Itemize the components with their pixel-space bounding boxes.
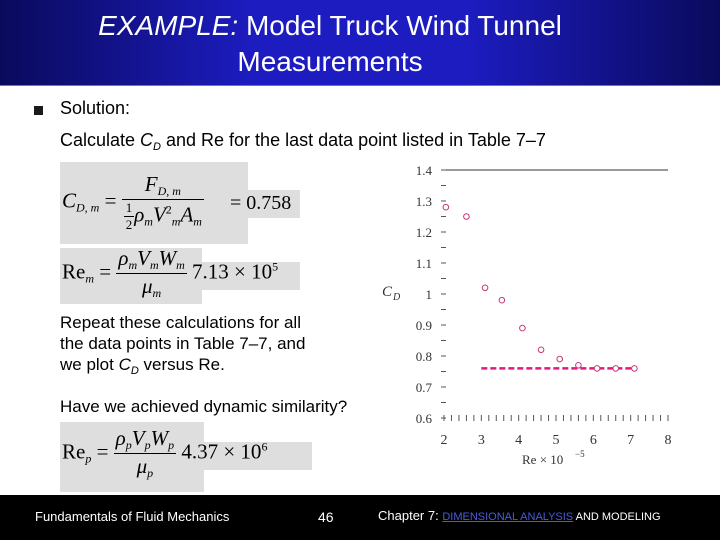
y-axis-label-sub: D: [393, 292, 401, 303]
data-point: [594, 366, 600, 372]
cd-den-v: V: [152, 202, 166, 227]
rep-num-v-sub: p: [144, 438, 151, 452]
footer-chapter-link[interactable]: DIMENSIONAL ANALYSIS: [442, 511, 574, 523]
title-line2: Measurements: [237, 46, 423, 77]
y-tick-label: 1.2: [415, 225, 432, 240]
x-tick-label: 3: [477, 433, 485, 448]
rep-num-rho: ρ: [115, 426, 126, 450]
data-point: [499, 297, 505, 303]
y-tick-label: 1.4: [415, 163, 432, 178]
solution-cd-subscript: D: [153, 141, 161, 153]
data-point: [482, 285, 488, 291]
solution-cd-symbol: C: [140, 130, 154, 150]
rem-numerator: [116, 246, 186, 274]
rep-den-mu-sub: p: [147, 466, 154, 480]
cd-den-rho-sub: m: [144, 214, 153, 229]
repeat-line1: Repeat these calculations for all: [60, 313, 301, 332]
x-axis-label: Re × 10: [522, 452, 564, 467]
cd-vs-re-chart: [372, 152, 682, 472]
rep-lhs-sub: p: [85, 451, 92, 466]
y-tick-label: 0.9: [415, 318, 432, 333]
y-tick-label: 0.8: [415, 349, 432, 364]
x-tick-label: 2: [440, 433, 448, 448]
cd-denominator: [122, 200, 204, 233]
solution-text-b: and Re for the last data point listed in Table 7–7: [161, 130, 546, 150]
dynamic-similarity-question: Have we achieved dynamic similarity?: [60, 397, 348, 416]
title-bar: [0, 0, 720, 86]
y-tick-label: 0.6: [415, 411, 432, 426]
footer-chapter: [378, 508, 661, 523]
y-tick-label: 1: [425, 287, 432, 302]
rem-den-mu-sub: m: [152, 286, 162, 300]
data-point: [443, 204, 449, 210]
prototype-reynolds-expression: Rep = $\frac{\text{ρpVpWp}}{\mu p}$ $4.37 \times 10^6$: [62, 426, 268, 480]
cd-fraction: [122, 172, 204, 233]
repeat-line3: [60, 354, 305, 382]
data-point: [464, 214, 470, 220]
data-point: [576, 363, 582, 369]
cd-half-den: 2: [125, 217, 133, 232]
slide-title: [0, 8, 660, 80]
x-axis-label-exp: −5: [575, 449, 585, 459]
data-point: [557, 356, 563, 362]
bullet-square-icon: [34, 106, 43, 115]
rem-num-v-sub: m: [149, 258, 159, 272]
rep-num-v: V: [131, 426, 145, 450]
data-point: [613, 366, 619, 372]
cd-half-num: 1: [125, 200, 133, 215]
rem-lhs: Re: [62, 259, 86, 284]
cd-numerator: [122, 172, 204, 200]
rem-num-v: V: [137, 246, 150, 270]
y-tick-label: 1.3: [415, 194, 432, 209]
y-axis-label: C: [382, 284, 393, 300]
data-point: [538, 347, 544, 353]
cd-half: [124, 200, 135, 233]
repeat-line3a: we plot: [60, 355, 119, 374]
footer-bar: [0, 495, 720, 540]
repeat-paragraph: [60, 312, 305, 382]
repeat-line3b: versus Re.: [138, 355, 225, 374]
cd-den-rho: ρ: [134, 202, 145, 227]
cd-den-a: A: [180, 202, 194, 227]
rep-numerator: [114, 426, 176, 454]
rem-num-w: W: [158, 246, 177, 270]
rem-num-rho-sub: m: [128, 258, 138, 272]
data-point: [520, 325, 526, 331]
rem-fraction: [116, 246, 186, 301]
repeat-cd-sub: D: [130, 365, 139, 377]
rem-lhs-sub: m: [85, 271, 94, 286]
data-point: [632, 366, 638, 372]
x-tick-label: 8: [664, 433, 672, 448]
rep-result: 4.37 × 10: [181, 439, 262, 464]
title-prefix: EXAMPLE:: [98, 10, 239, 41]
footer-course-title: Fundamentals of Fluid Mechanics: [35, 509, 230, 524]
footer-page-number: 46: [318, 509, 334, 525]
cd-lhs: C: [62, 188, 77, 213]
rem-den-mu: μ: [141, 274, 153, 298]
y-tick-label: 0.7: [415, 380, 432, 395]
title-main: Model Truck Wind Tunnel: [245, 10, 562, 41]
repeat-cd-symbol: C: [118, 355, 131, 374]
rep-denominator: [114, 454, 176, 481]
y-tick-label: 1.1: [415, 256, 432, 271]
repeat-line2: the data points in Table 7–7, and: [60, 334, 306, 353]
rem-num-w-sub: m: [176, 258, 185, 272]
rep-lhs: Re: [62, 439, 86, 464]
rem-result-exp: 5: [272, 259, 279, 274]
solution-label: Solution:: [60, 98, 131, 118]
rep-num-w-sub: p: [168, 438, 175, 452]
cd-den-a-sub: m: [193, 214, 202, 229]
rem-num-rho: ρ: [118, 246, 129, 270]
cd-num-sub: D, m: [157, 184, 181, 198]
x-tick-label: 5: [552, 433, 560, 448]
footer-chapter-prefix: Chapter 7:: [378, 508, 443, 523]
rep-num-rho-sub: p: [125, 438, 132, 452]
cd-num-f: F: [144, 172, 158, 196]
rem-denominator: [116, 274, 186, 301]
x-tick-label: 7: [627, 433, 635, 448]
solution-text-a: Calculate: [60, 130, 141, 150]
cd-den-v-sub: m: [171, 214, 181, 229]
model-reynolds-expression: Rem = $\frac{\text{ρmVmWm}}{\mu m}$ $7.13 \times 10^5$: [62, 246, 279, 300]
cd-lhs-sub: D, m: [76, 200, 100, 215]
rep-result-exp: 6: [261, 439, 268, 454]
rep-num-w: W: [150, 426, 169, 450]
rep-den-mu: μ: [136, 454, 148, 478]
footer-chapter-suffix: AND MODELING: [573, 511, 661, 523]
drag-coefficient-expression: CD, m = FD, m $\frac{1}{2}$ ρmV$^2$mAm: [62, 172, 202, 232]
rep-fraction: [114, 426, 176, 481]
cd-den-v-sup: 2: [165, 202, 172, 217]
x-tick-label: 6: [589, 433, 597, 448]
rem-result: 7.13 × 10: [192, 259, 273, 284]
x-tick-label: 4: [515, 433, 523, 448]
solution-description: [60, 130, 546, 153]
cd-result: = 0.758: [230, 192, 292, 214]
